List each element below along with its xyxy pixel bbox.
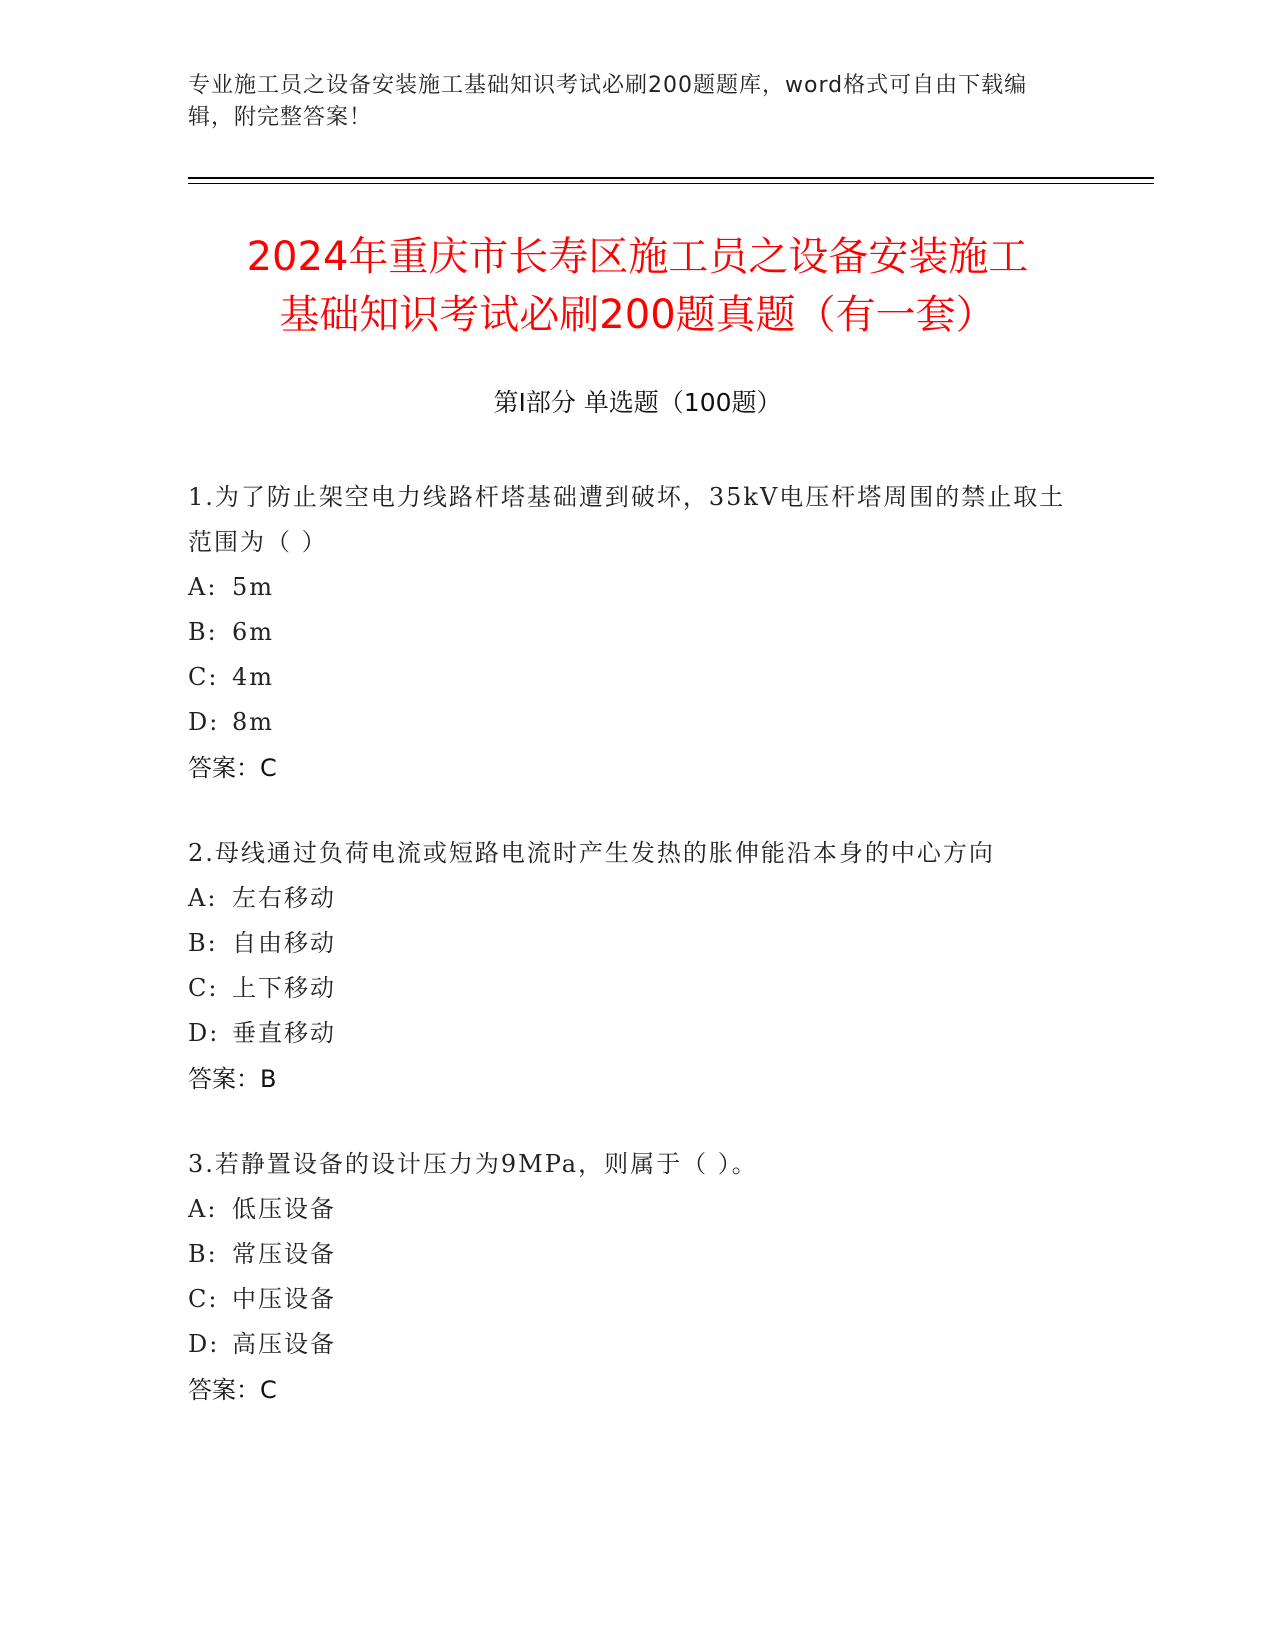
option-c — [188, 1277, 1068, 1322]
option-a — [188, 876, 1068, 921]
option-letter: D: — [188, 1330, 220, 1358]
header-rule-thick — [188, 177, 1154, 179]
option-text: 自由移动 — [232, 929, 336, 957]
option-b — [188, 610, 1068, 655]
option-d — [188, 1322, 1068, 1367]
answer-line: 答案：C — [188, 1376, 277, 1404]
question-2 — [188, 831, 1068, 1102]
question-text: 3.若静置设备的设计压力为9MPa，则属于（ ）。 — [188, 1150, 758, 1178]
option-letter: C: — [188, 1285, 219, 1313]
document-title — [120, 228, 1155, 344]
option-letter: D: — [188, 1019, 220, 1047]
question-text: 1.为了防止架空电力线路杆塔基础遭到破坏，35kV电压杆塔周围的禁止取土范围为（ ） — [188, 483, 1066, 556]
question-3 — [188, 1142, 1068, 1413]
question-1 — [188, 475, 1068, 791]
option-letter: C: — [188, 974, 219, 1002]
title-line-1: 2024年重庆市长寿区施工员之设备安装施工 — [246, 234, 1029, 280]
option-text: 常压设备 — [232, 1240, 336, 1268]
option-letter: A: — [188, 573, 218, 601]
title-line-2: 基础知识考试必刷200题真题（有一套） — [279, 292, 996, 338]
option-letter: A: — [188, 1195, 218, 1223]
question-list — [188, 475, 1068, 1453]
option-text: 左右移动 — [232, 884, 336, 912]
option-b — [188, 921, 1068, 966]
option-text: 垂直移动 — [232, 1019, 336, 1047]
option-c — [188, 966, 1068, 1011]
option-text: 6m — [232, 618, 275, 646]
option-text: 4m — [232, 663, 275, 691]
option-text: 8m — [232, 708, 275, 736]
option-text: 上下移动 — [232, 974, 336, 1002]
answer-line: 答案：C — [188, 754, 277, 782]
option-b — [188, 1232, 1068, 1277]
option-letter: C: — [188, 663, 219, 691]
option-d — [188, 700, 1068, 745]
option-letter: B: — [188, 929, 218, 957]
option-letter: A: — [188, 884, 218, 912]
option-letter: B: — [188, 618, 218, 646]
question-text: 2.母线通过负荷电流或短路电流时产生发热的胀伸能沿本身的中心方向 — [188, 839, 995, 867]
answer-line: 答案：B — [188, 1065, 277, 1093]
option-text: 低压设备 — [232, 1195, 336, 1223]
option-d — [188, 1011, 1068, 1056]
option-text: 高压设备 — [232, 1330, 336, 1358]
option-text: 5m — [232, 573, 275, 601]
header-rule-thin — [188, 183, 1154, 184]
header-note: 专业施工员之设备安装施工基础知识考试必刷200题题库，word格式可自由下载编辑，附完整答案！ — [188, 73, 1028, 130]
option-letter: D: — [188, 708, 220, 736]
option-a — [188, 565, 1068, 610]
option-c — [188, 655, 1068, 700]
option-text: 中压设备 — [232, 1285, 336, 1313]
option-a — [188, 1187, 1068, 1232]
section-heading: 第Ⅰ部分 单选题（100题） — [493, 388, 782, 417]
option-letter: B: — [188, 1240, 218, 1268]
